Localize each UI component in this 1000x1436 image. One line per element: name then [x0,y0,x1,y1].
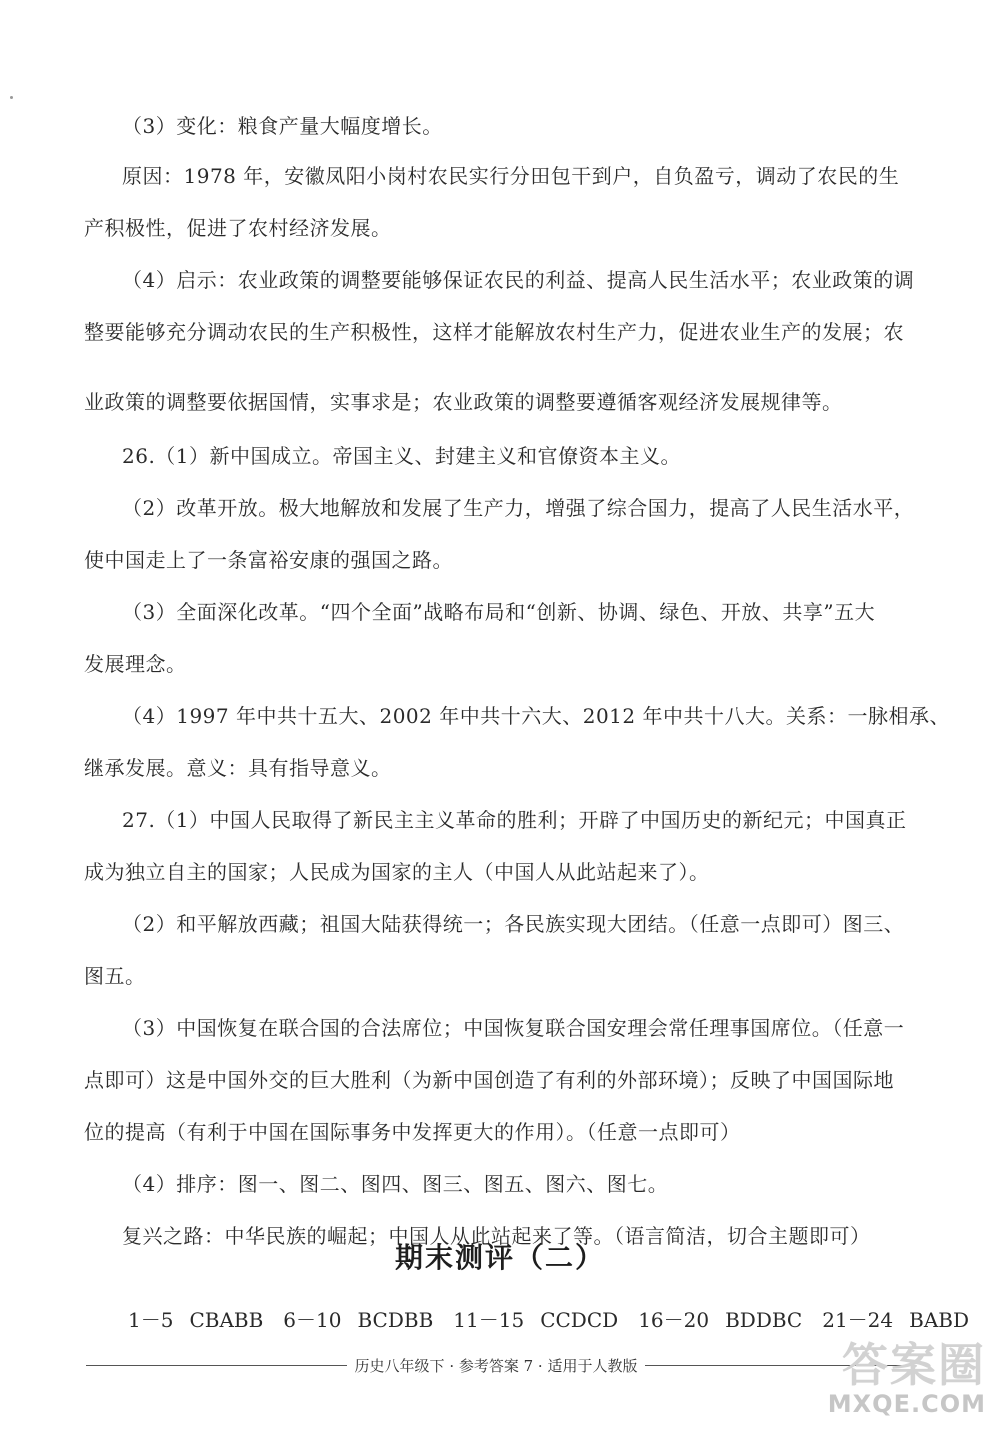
footer-rule-left [86,1365,347,1366]
section-title: 期末测评（二） [394,1241,605,1274]
text-line: （2）和平解放西藏；祖国大陆获得统一；各民族实现大团结。（任意一点即可）图三、 [122,912,905,936]
text-line: （3）变化：粮食产量大幅度增长。 [122,114,443,138]
text-line: 产积极性，促进了农村经济发展。 [84,216,392,240]
answer-letters: CCDCD [540,1308,619,1332]
text-line: 发展理念。 [84,652,187,676]
answer-group [453,1306,618,1334]
answer-group [128,1306,263,1334]
text-line: 成为独立自主的国家；人民成为国家的主人（中国人从此站起来了）。 [84,860,710,884]
text-line: 26.（1）新中国成立。帝国主义、封建主义和官僚资本主义。 [122,444,682,468]
watermark-url: MXQE.COM [827,1390,986,1418]
text-line: 复兴之路：中华民族的崛起；中国人从此站起来了等。（语言简洁，切合主题即可） [122,1224,871,1248]
answer-letters: BABD [909,1308,970,1332]
footer-text: 历史八年级下 · 参考答案 7 · 适用于人教版 [354,1356,638,1375]
answer-range: 6－10 [283,1308,342,1332]
text-line: （4）排序：图一、图二、图四、图三、图五、图六、图七。 [122,1172,669,1196]
text-line: （3）中国恢复在联合国的合法席位；中国恢复联合国安理会常任理事国席位。（任意一 [122,1016,905,1040]
answer-key [128,1306,969,1334]
answer-letters: BDDBC [725,1308,803,1332]
text-line: 点即可）这是中国外交的巨大胜利（为新中国创造了有利的外部环境）；反映了中国国际地 [84,1068,894,1092]
text-line: 整要能够充分调动农民的生产积极性，这样才能解放农村生产力，促进农业生产的发展；农 [84,320,904,344]
text-line: 使中国走上了一条富裕安康的强国之路。 [84,548,453,572]
text-line: （4）1997 年中共十五大、2002 年中共十六大、2012 年中共十八大。关系：一脉相承、 [122,704,950,728]
watermark-logo: 答案圈 [842,1338,986,1392]
page-footer [86,1350,906,1380]
text-line: （3）全面深化改革。“四个全面”战略布局和“创新、协调、绿色、开放、共享”五大 [122,600,876,624]
scan-speck [10,96,13,99]
text-line: 业政策的调整要依据国情，实事求是；农业政策的调整要遵循客观经济发展规律等。 [84,390,843,414]
answer-range: 11－15 [453,1308,525,1332]
text-line: 27.（1）中国人民取得了新民主主义革命的胜利；开辟了中国历史的新纪元；中国真正 [122,808,907,832]
answer-range: 16－20 [638,1308,710,1332]
text-line: 图五。 [84,964,146,988]
answer-letters: CBABB [189,1308,264,1332]
answer-letters: BCDBB [357,1308,434,1332]
text-line: 位的提高（有利于中国在国际事务中发挥更大的作用）。（任意一点即可） [84,1120,741,1144]
answer-range: 1－5 [128,1308,174,1332]
text-line: （4）启示：农业政策的调整要能够保证农民的利益、提高人民生活水平；农业政策的调 [122,268,915,292]
answer-group [283,1306,433,1334]
text-line: 原因：1978 年，安徽凤阳小岗村农民实行分田包干到户，自负盈亏，调动了农民的生 [122,164,900,188]
text-line: 继承发展。意义：具有指导意义。 [84,756,392,780]
answer-group [638,1306,802,1334]
watermark [828,1340,986,1418]
text-line: （2）改革开放。极大地解放和发展了生产力，增强了综合国力，提高了人民生活水平， [122,496,915,520]
answer-range: 21－24 [822,1308,894,1332]
answer-group [822,1306,969,1334]
